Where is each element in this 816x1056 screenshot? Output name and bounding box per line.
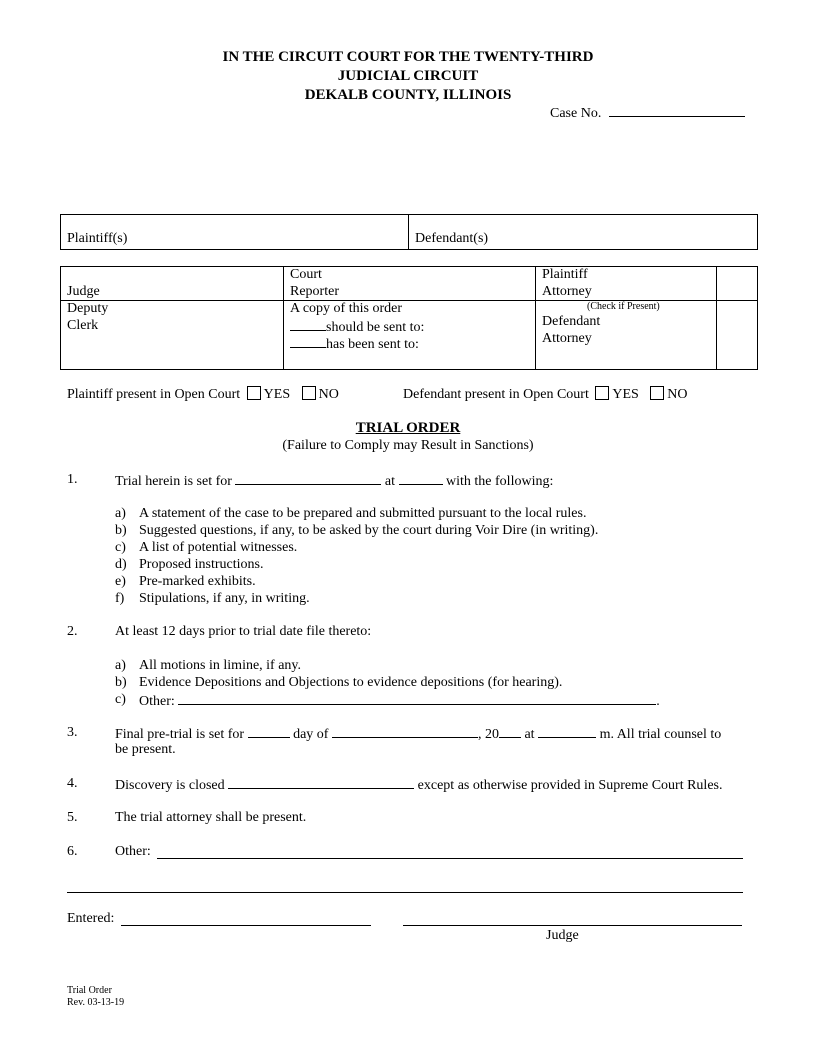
- trial-date-field[interactable]: [235, 472, 381, 485]
- item-6-other-line-2[interactable]: [67, 892, 743, 893]
- case-number-label: Case No.: [550, 106, 602, 121]
- document-title: TRIAL ORDER: [355, 420, 461, 436]
- item-6-label: Other:: [115, 844, 151, 859]
- has-been-sent-field[interactable]: [290, 335, 326, 348]
- s1-text-d: Proposed instructions.: [139, 557, 264, 572]
- s1-text-b: Suggested questions, if any, to be asked by the court during Voir Dire (in writing).: [139, 523, 599, 538]
- defendant-presence-label: Defendant present in Open Court: [403, 387, 589, 402]
- s2-text-a: All motions in limine, if any.: [139, 658, 302, 673]
- court-title-line1: IN THE CIRCUIT COURT FOR THE TWENTY-THIRD: [222, 49, 594, 65]
- pretrial-day-field[interactable]: [248, 725, 290, 738]
- item-4-suffix: except as otherwise provided in Supreme Court Rules.: [417, 778, 723, 793]
- parties-box: [60, 214, 758, 250]
- plaintiff-no-checkbox[interactable]: [302, 386, 316, 400]
- judge-signature-label: Judge: [546, 928, 579, 943]
- item-4-number: 4.: [67, 776, 78, 791]
- item-3-part-c: , 20: [477, 727, 499, 742]
- item-4-prefix: Discovery is closed: [115, 778, 225, 793]
- item-3-part-a: Final pre-trial is set for: [115, 727, 245, 742]
- court-title-line3: DEKALB COUNTY, ILLINOIS: [304, 87, 512, 103]
- s1-text-e: Pre-marked exhibits.: [139, 574, 256, 589]
- document-subtitle: (Failure to Comply may Result in Sanctions): [282, 438, 534, 453]
- plaintiff-presence: [67, 386, 339, 403]
- item-3-part-d: at: [524, 727, 535, 742]
- defendant-label: Defendant(s): [415, 231, 489, 246]
- pretrial-year-field[interactable]: [499, 725, 521, 738]
- s1-text-c: A list of potential witnesses.: [139, 540, 298, 555]
- reporter-label: Reporter: [290, 284, 339, 299]
- personnel-col-divider-1: [283, 266, 284, 369]
- defendant-yes-checkbox[interactable]: [595, 386, 609, 400]
- item-2-number: 2.: [67, 624, 78, 639]
- should-be-sent-field[interactable]: [290, 318, 326, 331]
- case-number-field[interactable]: [609, 104, 745, 117]
- plaintiff-attorney-label-1: Plaintiff: [542, 267, 588, 282]
- item-3-part-b: day of: [293, 727, 329, 742]
- defendant-attorney-label-1: Defendant: [542, 314, 601, 329]
- check-if-present-note: (Check if Present): [587, 301, 660, 312]
- item-4-text: [115, 776, 722, 794]
- has-been-sent-row: [290, 335, 419, 353]
- plaintiff-yes-label: YES: [263, 387, 291, 402]
- discovery-closed-field[interactable]: [228, 776, 414, 789]
- s1-key-c: c): [115, 540, 126, 555]
- plaintiff-yes-checkbox[interactable]: [247, 386, 261, 400]
- defendant-attorney-present-cell[interactable]: [722, 306, 750, 362]
- defendant-no-label: NO: [667, 387, 688, 402]
- s1-key-a: a): [115, 506, 126, 521]
- entered-date-line[interactable]: [121, 925, 371, 926]
- s1-key-b: b): [115, 523, 127, 538]
- s1-text-a: A statement of the case to be prepared and submitted pursuant to the local rules.: [139, 506, 587, 521]
- plaintiff-no-label: NO: [318, 387, 339, 402]
- s2-other-label: Other:: [139, 694, 175, 709]
- s1-text-f: Stipulations, if any, in writing.: [139, 591, 310, 606]
- s2-key-a: a): [115, 658, 126, 673]
- clerk-label: Clerk: [67, 318, 99, 333]
- s2-key-b: b): [115, 675, 127, 690]
- item-3-number: 3.: [67, 725, 78, 740]
- plaintiff-attorney-label-2: Attorney: [542, 284, 592, 299]
- court-title-line2: JUDICIAL CIRCUIT: [337, 68, 479, 84]
- item-1-suffix: with the following:: [446, 474, 554, 489]
- item-6-number: 6.: [67, 844, 78, 859]
- item-5-number: 5.: [67, 810, 78, 825]
- defendant-presence: [403, 386, 688, 403]
- s2-text-b: Evidence Depositions and Objections to evidence depositions (for hearing).: [139, 675, 563, 690]
- item-3-part-e: m. All trial counsel to: [599, 727, 722, 742]
- footer-form-name: Trial Order: [67, 985, 112, 996]
- item-3-text: [115, 725, 721, 743]
- plaintiff-attorney-present-cell[interactable]: [722, 272, 750, 294]
- footer-revision: Rev. 03-13-19: [67, 997, 125, 1008]
- plaintiff-label: Plaintiff(s): [67, 231, 128, 246]
- deputy-label: Deputy: [67, 301, 109, 316]
- parties-divider: [408, 214, 409, 249]
- item-1-text: [115, 472, 553, 490]
- item-1-at: at: [384, 474, 396, 489]
- pretrial-time-field[interactable]: [538, 725, 596, 738]
- has-been-sent-label: has been sent to:: [326, 337, 419, 352]
- should-be-sent-label: should be sent to:: [326, 320, 425, 335]
- judge-label: Judge: [67, 284, 100, 299]
- item-5-text: The trial attorney shall be present.: [115, 810, 307, 825]
- defendant-no-checkbox[interactable]: [650, 386, 664, 400]
- defendant-yes-label: YES: [612, 387, 639, 402]
- judge-signature-line[interactable]: [403, 925, 742, 926]
- defendant-attorney-label-2: Attorney: [542, 331, 592, 346]
- plaintiff-presence-label: Plaintiff present in Open Court: [67, 387, 241, 402]
- s1-key-e: e): [115, 574, 126, 589]
- item-3-continuation: be present.: [115, 742, 176, 757]
- case-number: [550, 104, 745, 122]
- item-6-other-line-1[interactable]: [157, 858, 743, 859]
- s2-other-field[interactable]: [178, 692, 656, 705]
- personnel-col-divider-3: [716, 266, 717, 369]
- copy-order-label: A copy of this order: [290, 301, 402, 316]
- court-label: Court: [290, 267, 322, 282]
- personnel-col-divider-2: [535, 266, 536, 369]
- item-2-text: At least 12 days prior to trial date file thereto:: [115, 624, 372, 639]
- s2-key-c: c): [115, 692, 126, 707]
- should-be-sent-row: [290, 318, 424, 336]
- trial-time-field[interactable]: [399, 472, 443, 485]
- s2-other-row: Other: .: [139, 694, 660, 709]
- entered-label: Entered:: [67, 911, 115, 926]
- item-1-prefix: Trial herein is set for: [115, 474, 232, 489]
- pretrial-month-field[interactable]: [332, 725, 478, 738]
- s1-key-d: d): [115, 557, 127, 572]
- item-1-number: 1.: [67, 472, 78, 487]
- s1-key-f: f): [115, 591, 125, 606]
